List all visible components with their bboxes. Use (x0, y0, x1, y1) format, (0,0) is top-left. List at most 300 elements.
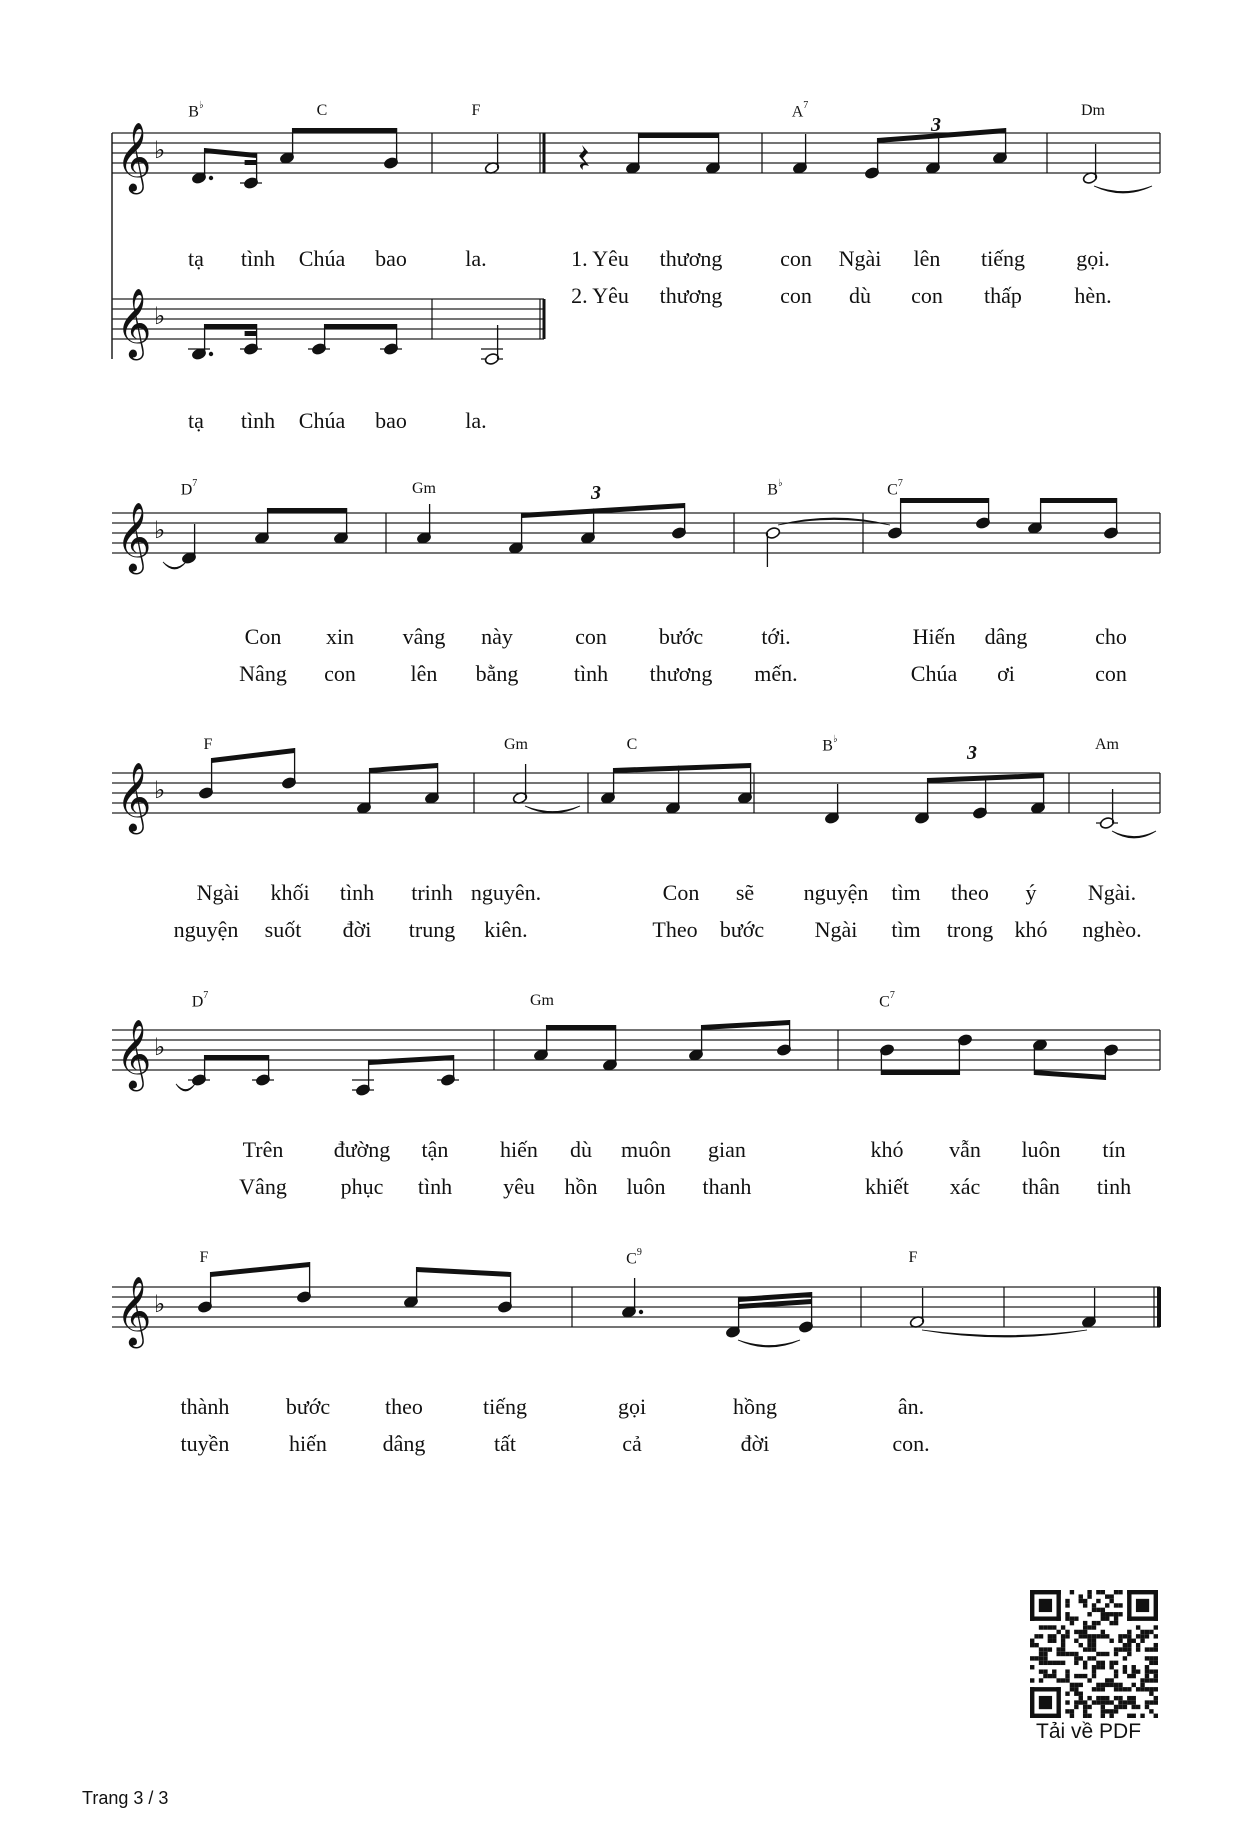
qr-module (1109, 1714, 1113, 1718)
qr-module (1079, 1643, 1083, 1647)
qr-module (1105, 1678, 1109, 1682)
qr-module (1083, 1647, 1087, 1651)
lyric-syllable: Chúa (910, 661, 958, 686)
qr-module (1065, 1603, 1069, 1607)
qr-module (1092, 1700, 1096, 1704)
qr-module (1114, 1616, 1118, 1620)
tie (525, 806, 580, 813)
qr-module (1145, 1700, 1149, 1704)
qr-module (1118, 1696, 1122, 1700)
qr-module (1039, 1661, 1043, 1665)
qr-module (1065, 1599, 1069, 1603)
lyric-syllable: trinh (411, 880, 453, 905)
tie (778, 518, 890, 525)
lyric-syllable: lên (913, 246, 941, 271)
qr-module (1034, 1634, 1038, 1638)
lyric-syllable: tạ (188, 246, 204, 271)
qr-module (1127, 1687, 1131, 1691)
chord-root: B (767, 481, 778, 499)
qr-module (1087, 1696, 1091, 1700)
lyric-syllable: sẽ (735, 880, 755, 905)
lyric-syllable: hồn (564, 1174, 598, 1199)
note-beam (205, 324, 257, 329)
qr-module (1074, 1692, 1078, 1696)
qr-module (1092, 1674, 1096, 1678)
qr-module (1127, 1616, 1158, 1620)
treble-clef-icon: 𝄞 (116, 1019, 152, 1089)
qr-module (1145, 1669, 1149, 1673)
key-signature-flat: ♭ (154, 776, 166, 804)
qr-module (1061, 1634, 1065, 1638)
key-signature-flat: ♭ (154, 1290, 166, 1318)
lyric-syllable: cho (1095, 624, 1127, 649)
lyric-syllable: tìm (891, 880, 921, 905)
qr-module (1140, 1630, 1144, 1634)
qr-module (1145, 1687, 1149, 1691)
lyric-syllable: thương (659, 283, 723, 308)
qr-module (1096, 1634, 1100, 1638)
qr-module (1039, 1634, 1043, 1638)
lyric-syllable: khiết (865, 1174, 909, 1199)
qr-module (1056, 1661, 1060, 1665)
qr-module (1096, 1696, 1100, 1700)
qr-module (1136, 1647, 1140, 1651)
chord-symbol (627, 737, 638, 753)
qr-module (1132, 1665, 1136, 1669)
qr-module (1087, 1612, 1091, 1616)
tie (1094, 186, 1152, 193)
qr-module (1043, 1647, 1047, 1651)
lyric-syllable: hiến (500, 1137, 538, 1162)
qr-module (1048, 1634, 1052, 1638)
chord-symbol (791, 100, 809, 121)
lyric-syllable: con. (892, 1431, 930, 1456)
note-beam (211, 1262, 310, 1277)
lyric-syllable: gọi. (1076, 246, 1110, 271)
chord-root: Am (1095, 736, 1119, 753)
chord-accidental: ♭ (832, 734, 838, 745)
qr-module (1070, 1621, 1074, 1625)
qr-module (1043, 1661, 1047, 1665)
qr-module (1114, 1709, 1118, 1713)
qr-module (1043, 1656, 1047, 1660)
lyric-syllable: cả (622, 1431, 642, 1456)
qr-module (1083, 1700, 1087, 1704)
lyric-syllable: đời (740, 1431, 770, 1456)
chord-extension: 7 (889, 990, 895, 1001)
qr-module (1123, 1700, 1127, 1704)
qr-module (1083, 1634, 1087, 1638)
qr-module (1061, 1639, 1065, 1643)
qr-module (1132, 1683, 1136, 1687)
qr-module (1083, 1665, 1087, 1669)
qr-module (1087, 1634, 1091, 1638)
tie (738, 1340, 800, 1347)
qr-module (1083, 1630, 1087, 1634)
lyric-syllable: con (324, 661, 356, 686)
qr-module (1074, 1661, 1078, 1665)
qr-module (1114, 1669, 1118, 1673)
qr-module (1079, 1696, 1083, 1700)
qr-module (1127, 1696, 1131, 1700)
qr-module (1065, 1692, 1069, 1696)
lyric-syllable: xác (949, 1174, 981, 1199)
qr-module (1101, 1687, 1105, 1691)
qr-module (1092, 1608, 1096, 1612)
qr-module (1123, 1669, 1127, 1673)
note-beam (702, 1020, 790, 1030)
lyric-syllable: thanh (702, 1174, 752, 1199)
lyric-syllable: này (481, 624, 513, 649)
lyric-syllable: Con (244, 624, 282, 649)
qr-module (1149, 1669, 1153, 1673)
qr-module (1127, 1647, 1131, 1651)
qr-module (1065, 1634, 1069, 1638)
qr-module (1101, 1661, 1105, 1665)
qr-module (1101, 1683, 1105, 1687)
qr-module (1114, 1621, 1118, 1625)
qr-module (1127, 1674, 1131, 1678)
qr-module (1070, 1652, 1074, 1656)
qr-module (1105, 1696, 1109, 1700)
qr-module (1154, 1643, 1158, 1647)
qr-module (1154, 1647, 1158, 1651)
chord-root: Gm (412, 480, 436, 497)
chord-root: C (626, 736, 638, 753)
qr-module (1087, 1656, 1091, 1660)
qr-module (1034, 1656, 1038, 1660)
qr-module (1118, 1705, 1122, 1709)
qr-module (1154, 1634, 1158, 1638)
lyric-syllable: tới. (761, 624, 791, 649)
qr-module (1079, 1692, 1083, 1696)
lyric-syllable: Ngài. (1087, 880, 1137, 905)
lyric-syllable: vâng (402, 624, 446, 649)
qr-module (1101, 1634, 1105, 1638)
note-beam (639, 133, 719, 138)
chord-accidental: ♭ (198, 100, 204, 111)
lyric-syllable: đường (333, 1137, 391, 1162)
qr-module (1074, 1674, 1078, 1678)
qr-module (1092, 1643, 1096, 1647)
qr-module (1079, 1700, 1083, 1704)
qr-module (1109, 1665, 1113, 1669)
chord-symbol (1081, 103, 1105, 119)
qr-module (1149, 1687, 1153, 1691)
lyric-syllable: yêu (503, 1174, 535, 1199)
lyric-syllable: ân. (897, 1394, 925, 1419)
chord-root: Gm (504, 736, 528, 753)
qr-module (1083, 1674, 1087, 1678)
qr-module (1149, 1692, 1153, 1696)
note-beam (1034, 1070, 1105, 1080)
lyric-syllable: con (911, 283, 943, 308)
qr-module (1123, 1665, 1127, 1669)
page-number: Trang 3 / 3 (82, 1788, 169, 1808)
qr-module (1030, 1590, 1061, 1594)
chord-symbol (887, 478, 903, 499)
qr-module (1030, 1590, 1034, 1621)
qr-module (1096, 1608, 1100, 1612)
qr-module (1039, 1696, 1052, 1709)
lyric-syllable: Hiến (912, 624, 956, 649)
qr-module (1149, 1661, 1153, 1665)
chord-root: B (188, 103, 199, 121)
lyric-syllable: bước (285, 1394, 331, 1419)
qr-module (1065, 1709, 1069, 1713)
lyric-syllable: Ngài (838, 246, 882, 271)
note-beam (212, 748, 295, 763)
qr-module (1105, 1594, 1109, 1598)
qr-module (1145, 1678, 1149, 1682)
qr-module (1154, 1656, 1158, 1660)
qr-module (1092, 1665, 1096, 1669)
qr-module (1092, 1687, 1096, 1691)
qr-module (1065, 1616, 1069, 1620)
qr-module (1101, 1700, 1105, 1704)
lyric-syllable: suốt (264, 917, 302, 942)
qr-module (1101, 1705, 1105, 1709)
qr-module (1043, 1669, 1047, 1673)
lyric-syllable: muôn (620, 1137, 672, 1162)
lyric-syllable: dù (849, 283, 871, 308)
qr-code-icon[interactable] (1030, 1590, 1158, 1718)
qr-module (1118, 1639, 1122, 1643)
chord-symbol (530, 993, 554, 1009)
chord-root: D (191, 993, 204, 1011)
qr-module (1114, 1661, 1118, 1665)
qr-module (1070, 1714, 1074, 1718)
qr-module (1127, 1643, 1131, 1647)
qr-module (1083, 1599, 1087, 1603)
qr-module (1083, 1709, 1087, 1713)
lyric-syllable: gọi (617, 1394, 647, 1419)
qr-module (1114, 1705, 1118, 1709)
qr-module (1101, 1590, 1105, 1594)
chord-symbol (180, 478, 198, 499)
lyric-syllable: Chúa (298, 246, 346, 271)
lyric-syllable: 2. Yêu (571, 283, 629, 308)
chord-symbol (909, 1250, 918, 1266)
qr-module (1145, 1705, 1149, 1709)
treble-clef-icon: 𝄞 (116, 1276, 152, 1346)
qr-module (1039, 1656, 1043, 1660)
qr-module (1030, 1687, 1061, 1691)
qr-module (1079, 1683, 1083, 1687)
note-beam (901, 498, 989, 503)
lyric-syllable: khối (270, 880, 310, 905)
qr-module (1092, 1639, 1096, 1643)
qr-module (1083, 1621, 1087, 1625)
qr-module (1065, 1612, 1069, 1616)
qr-module (1070, 1616, 1074, 1620)
qr-module (1145, 1634, 1149, 1638)
qr-module (1154, 1700, 1158, 1704)
qr-module (1127, 1652, 1131, 1656)
qr-module (1127, 1634, 1131, 1638)
lyric-syllable: dù (570, 1137, 592, 1162)
qr-module (1048, 1639, 1052, 1643)
qr-module (1061, 1652, 1065, 1656)
chord-symbol (472, 103, 481, 119)
lyric-syllable: theo (951, 880, 989, 905)
lyric-syllable: kiên. (484, 917, 528, 942)
lyric-syllable: nguyên. (470, 880, 542, 905)
lyric-syllable: tình (240, 246, 276, 271)
qr-module (1030, 1639, 1034, 1643)
lyric-syllable: con (1095, 661, 1127, 686)
qr-module (1105, 1652, 1109, 1656)
lyric-syllable: tình (573, 661, 609, 686)
qr-module (1030, 1616, 1061, 1620)
qr-module (1118, 1634, 1122, 1638)
key-signature-flat: ♭ (154, 1033, 166, 1061)
qr-module (1079, 1599, 1083, 1603)
note-beam (245, 331, 257, 336)
qr-module (1132, 1674, 1136, 1678)
qr-module (1096, 1652, 1100, 1656)
lyric-syllable: hồng (733, 1394, 777, 1419)
qr-module (1123, 1687, 1127, 1691)
qr-module (1039, 1669, 1043, 1673)
key-signature-flat: ♭ (154, 302, 166, 330)
lyric-syllable: dâng (984, 624, 1028, 649)
qr-module (1154, 1625, 1158, 1629)
lyric-syllable: nghèo. (1082, 917, 1142, 942)
qr-module (1070, 1709, 1074, 1713)
note-beam (547, 1025, 616, 1030)
chord-extension: 7 (803, 100, 809, 111)
qr-module (1052, 1625, 1056, 1629)
lyric-syllable: tạ (188, 408, 204, 433)
qr-module (1132, 1705, 1136, 1709)
qr-module (1087, 1590, 1091, 1594)
qr-module (1114, 1687, 1118, 1691)
lyric-syllable: luôn (626, 1174, 666, 1199)
qr-module (1079, 1630, 1083, 1634)
tie (176, 1084, 195, 1091)
note-beam (417, 1267, 511, 1277)
qr-module (1083, 1661, 1087, 1665)
qr-module (1123, 1647, 1127, 1651)
qr-module (1087, 1625, 1091, 1629)
lyric-syllable: tình (339, 880, 375, 905)
qr-module (1109, 1709, 1113, 1713)
qr-module (1136, 1705, 1140, 1709)
tie (1112, 831, 1156, 838)
qr-module (1136, 1625, 1140, 1629)
qr-module (1114, 1612, 1118, 1616)
note-beam (205, 1055, 269, 1060)
chord-root: F (199, 1249, 209, 1266)
qr-module (1140, 1687, 1144, 1691)
lyric-syllable: thân (1022, 1174, 1060, 1199)
qr-module (1118, 1590, 1122, 1594)
lyric-syllable: bao (375, 246, 407, 271)
qr-module (1145, 1665, 1149, 1669)
qr-module (1149, 1709, 1153, 1713)
qr-module (1096, 1599, 1100, 1603)
chord-root: Dm (1081, 102, 1105, 119)
qr-module (1070, 1590, 1074, 1594)
qr-module (1105, 1709, 1109, 1713)
qr-module (1140, 1678, 1144, 1682)
qr-module (1056, 1590, 1060, 1621)
qr-module (1145, 1656, 1149, 1660)
chord-root: F (908, 1249, 918, 1266)
lyric-syllable: tiếng (981, 246, 1025, 271)
treble-clef-icon: 𝄞 (116, 288, 152, 358)
quarter-rest (579, 145, 589, 170)
qr-module (1096, 1661, 1100, 1665)
qr-module (1065, 1674, 1069, 1678)
lyric-syllable: ý (1025, 880, 1037, 905)
lyric-syllable: tinh (1096, 1174, 1132, 1199)
note-beam (522, 503, 685, 518)
qr-module (1127, 1590, 1131, 1621)
chord-extension: 7 (192, 478, 198, 489)
lyric-syllable: 1. Yêu (571, 246, 629, 271)
qr-module (1092, 1669, 1096, 1673)
chord-symbol (1095, 737, 1119, 753)
qr-module (1101, 1714, 1105, 1718)
qr-module (1074, 1683, 1078, 1687)
qr-module (1056, 1687, 1060, 1718)
download-pdf-link[interactable]: Tải về PDF (1036, 1720, 1142, 1743)
qr-module (1123, 1634, 1127, 1638)
note-beam (205, 148, 257, 158)
qr-module (1087, 1678, 1091, 1682)
lyric-syllable: trong (946, 917, 994, 942)
qr-module (1136, 1687, 1140, 1691)
qr-module (1105, 1612, 1109, 1616)
qr-module (1096, 1700, 1100, 1704)
qr-module (1145, 1674, 1149, 1678)
qr-module (1109, 1683, 1113, 1687)
chord-symbol (412, 481, 436, 497)
qr-module (1083, 1714, 1087, 1718)
qr-module (1039, 1625, 1043, 1629)
qr-module (1079, 1634, 1083, 1638)
qr-module (1136, 1643, 1140, 1647)
qr-module (1114, 1674, 1118, 1678)
qr-module (1065, 1700, 1069, 1704)
chord-symbol (188, 100, 204, 121)
qr-module (1114, 1683, 1118, 1687)
qr-module (1079, 1656, 1083, 1660)
lyric-syllable: xin (325, 624, 355, 649)
qr-module (1083, 1625, 1087, 1629)
qr-module (1105, 1700, 1109, 1704)
qr-module (1127, 1639, 1131, 1643)
qr-module (1092, 1656, 1096, 1660)
lyric-syllable: con (575, 624, 607, 649)
qr-module (1123, 1643, 1127, 1647)
chord-symbol (626, 1247, 642, 1268)
qr-module (1096, 1665, 1100, 1669)
lyric-syllable: tín (1102, 1137, 1126, 1162)
lyric-syllable: bước (658, 624, 704, 649)
qr-module (1127, 1700, 1131, 1704)
qr-module (1114, 1652, 1118, 1656)
lyric-syllable: bằng (475, 661, 519, 686)
qr-module (1101, 1665, 1105, 1669)
qr-module (1154, 1714, 1158, 1718)
lyric-syllable: thương (649, 661, 713, 686)
chord-symbol (767, 478, 783, 499)
note-beam (370, 763, 438, 773)
note-beam (325, 324, 397, 329)
